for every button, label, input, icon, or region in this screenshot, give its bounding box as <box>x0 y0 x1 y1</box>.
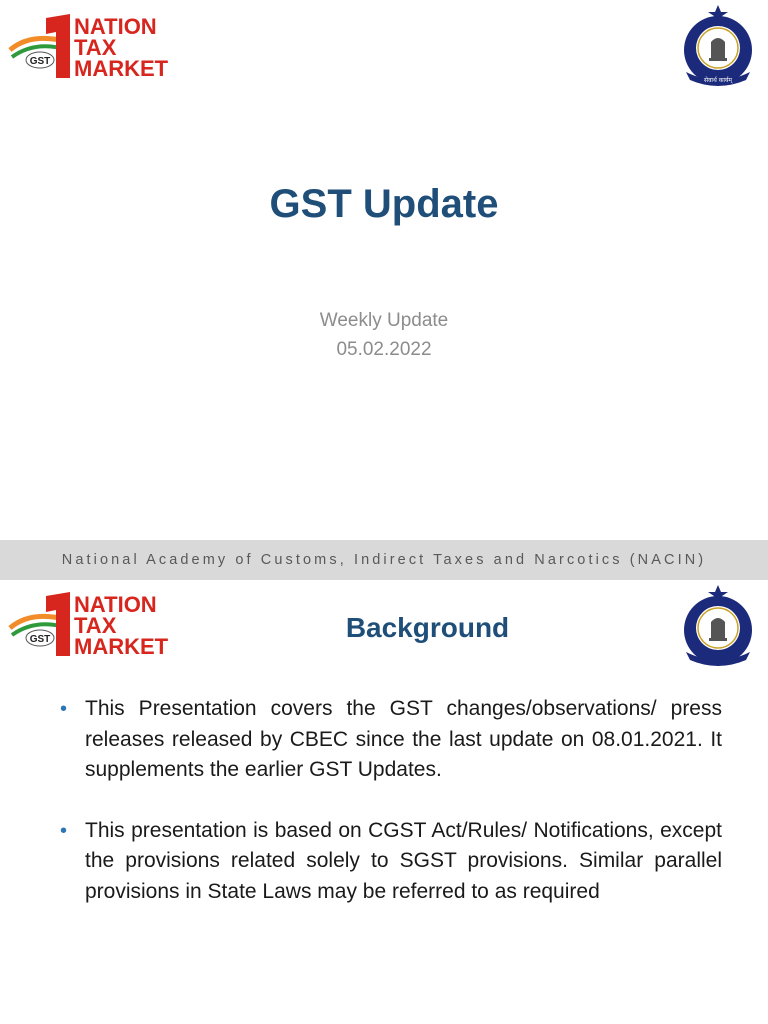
bullet-dot-icon: • <box>60 819 68 842</box>
bullet-item <box>60 694 722 786</box>
nacin-footer-band <box>0 540 768 580</box>
cbic-emblem <box>676 4 760 88</box>
background-title: Background <box>345 612 510 643</box>
subtitle-date: 05.02.2022 <box>336 339 432 360</box>
bullet-dot-icon: • <box>60 698 68 720</box>
bullet-list <box>60 694 722 937</box>
nation-tax-market-logo <box>6 588 176 668</box>
logo-text-nation: NATION <box>74 14 157 39</box>
slide-title: GST Update <box>269 182 499 226</box>
slide-subtitle <box>0 306 768 364</box>
subtitle-weekly-update: Weekly Update <box>319 310 449 331</box>
bullet-text: This Presentation covers the GST changes/observations/ press releases released by CBEC since the last update on 08.01.2021. It supplements the earlier GST Updates. <box>85 697 722 781</box>
background-slide <box>0 580 768 1024</box>
logo-text-market: MARKET <box>74 634 169 659</box>
bullet-text: This presentation is based on CGST Act/Rules/ Notifications, except the provisions related solely to SGST provisions. Similar parallel provisions in State Laws may be referred to as required <box>85 818 722 903</box>
logo-text-nation: NATION <box>74 592 157 617</box>
emblem-motto: सेवार्थ कार्यम् <box>704 77 732 84</box>
gst-badge-text: GST <box>29 56 51 67</box>
logo-text-market: MARKET <box>74 56 169 81</box>
gst-badge-text: GST <box>29 634 51 645</box>
bullet-item <box>60 816 722 908</box>
nacin-band-text: National Academy of Customs, Indirect Taxes and Narcotics (NACIN) <box>61 552 707 568</box>
logo-text-tax: TAX <box>74 35 117 60</box>
logo-text-tax: TAX <box>74 613 117 638</box>
cbic-emblem <box>676 584 760 668</box>
nation-tax-market-logo <box>6 10 176 90</box>
